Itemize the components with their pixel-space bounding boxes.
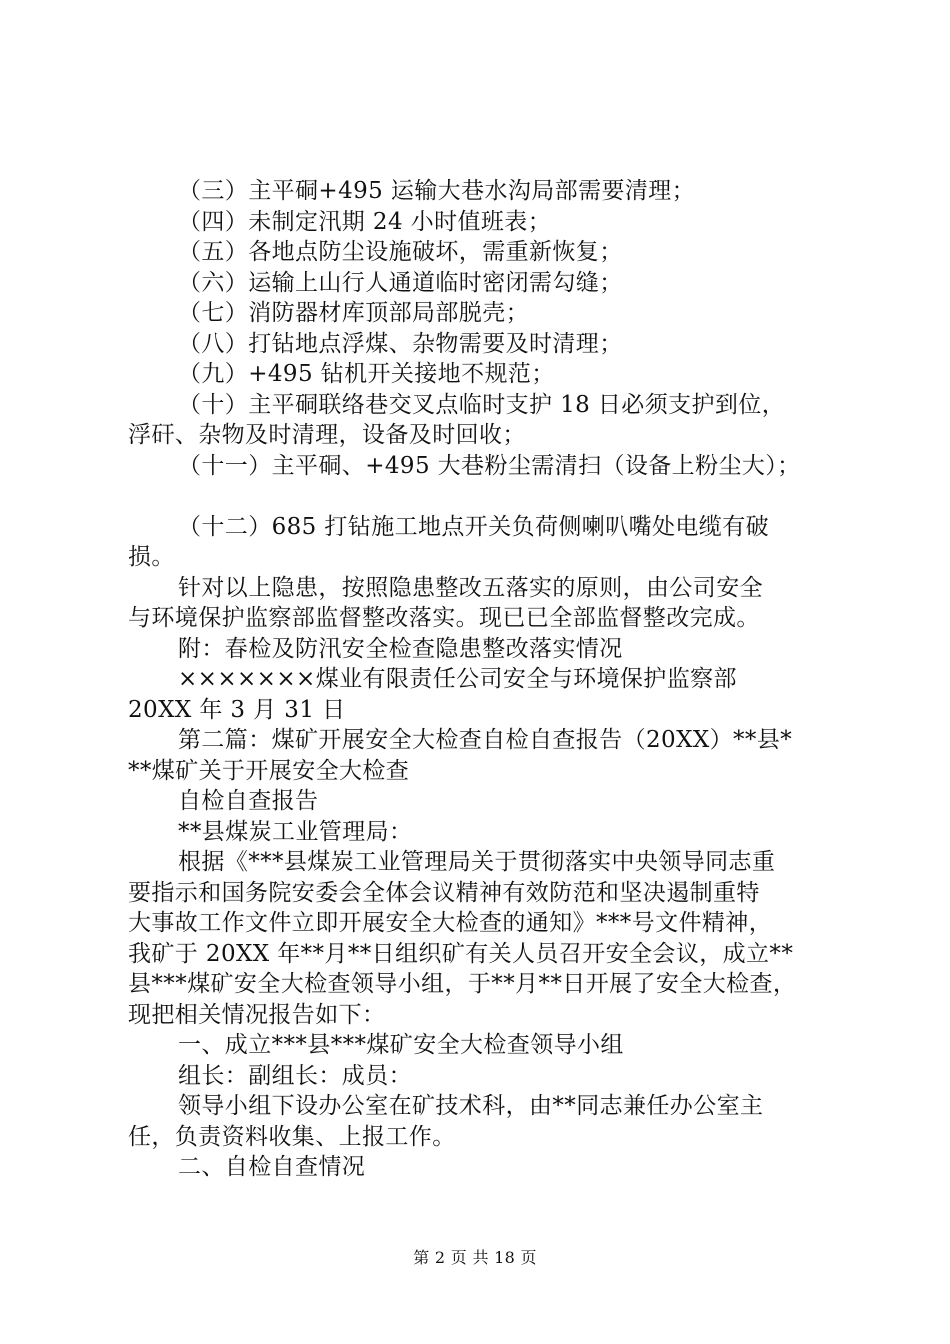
text-line: 任，负责资料收集、上报工作。 [128,1123,456,1150]
text-line: 要指示和国务院安委会全体会议精神有效防范和坚决遏制重特 [128,879,760,906]
text-line: 现把相关情况报告如下： [128,1001,386,1028]
text-line: 浮矸、杂物及时清理，设备及时回收； [128,422,526,448]
text-line: **煤矿关于开展安全大检查 [128,757,410,784]
page-footer: 第 2 页 共 18 页 [413,1248,537,1267]
text-line: 组长：副组长：成员： [178,1062,412,1089]
text-line: （十二）685 打钻施工地点开关负荷侧喇叭嘴处电缆有破 [178,513,770,540]
text-line: 损。 [128,544,175,570]
document-body [128,176,840,1183]
text-line: 附：春检及防汛安全检查隐患整改落实情况 [178,635,623,662]
text-line: （四）未制定汛期 24 小时值班表； [178,208,552,235]
text-line: （八）打钻地点浮煤、杂物需要及时清理； [178,330,623,357]
text-line: 我矿于 20XX 年**月**日组织矿有关人员召开安全会议，成立** [128,940,794,967]
section-heading: 第二篇：煤矿开展安全大检查自检自查报告（20XX）**县* [178,727,793,753]
text-line: （三）主平硐+495 运输大巷水沟局部需要清理； [178,178,696,204]
text-line: 针对以上隐患，按照隐患整改五落实的原则，由公司安全 [178,574,763,601]
text-line: （五）各地点防尘设施破坏，需重新恢复； [178,239,623,265]
text-line: 县***煤矿安全大检查领导小组，于**月**日开展了安全大检查， [128,971,797,997]
text-line: 二、自检自查情况 [178,1154,366,1180]
text-line: 领导小组下设办公室在矿技术科，由**同志兼任办公室主 [178,1093,764,1119]
text-line: （九）+495 钻机开关接地不规范； [178,361,555,387]
text-line: 20XX 年 3 月 31 日 [128,696,346,723]
text-line: （六）运输上山行人通道临时密闭需勾缝； [178,269,623,296]
text-line: 大事故工作文件立即开展安全大检查的通知》***号文件精神， [128,910,773,936]
text-line: 根据《***县煤炭工业管理局关于贯彻落实中央领导同志重 [178,849,776,875]
text-line: ×××××××煤业有限责任公司安全与环境保护监察部 [178,666,737,692]
text-line: （十）主平硐联络巷交叉点临时支护 18 日必须支护到位， [178,391,786,418]
text-line: 自检自查报告 [178,788,319,814]
text-line: （十一）主平硐、+495 大巷粉尘需清扫（设备上粉尘大）； [178,452,801,479]
text-line: **县煤炭工业管理局： [178,818,413,845]
blank-line [128,481,840,512]
text-line: 与环境保护监察部监督整改落实。现已已全部监督整改完成。 [128,605,760,631]
text-line: （七）消防器材库顶部局部脱壳； [178,300,529,326]
text-line: 一、成立***县***煤矿安全大检查领导小组 [178,1032,624,1058]
